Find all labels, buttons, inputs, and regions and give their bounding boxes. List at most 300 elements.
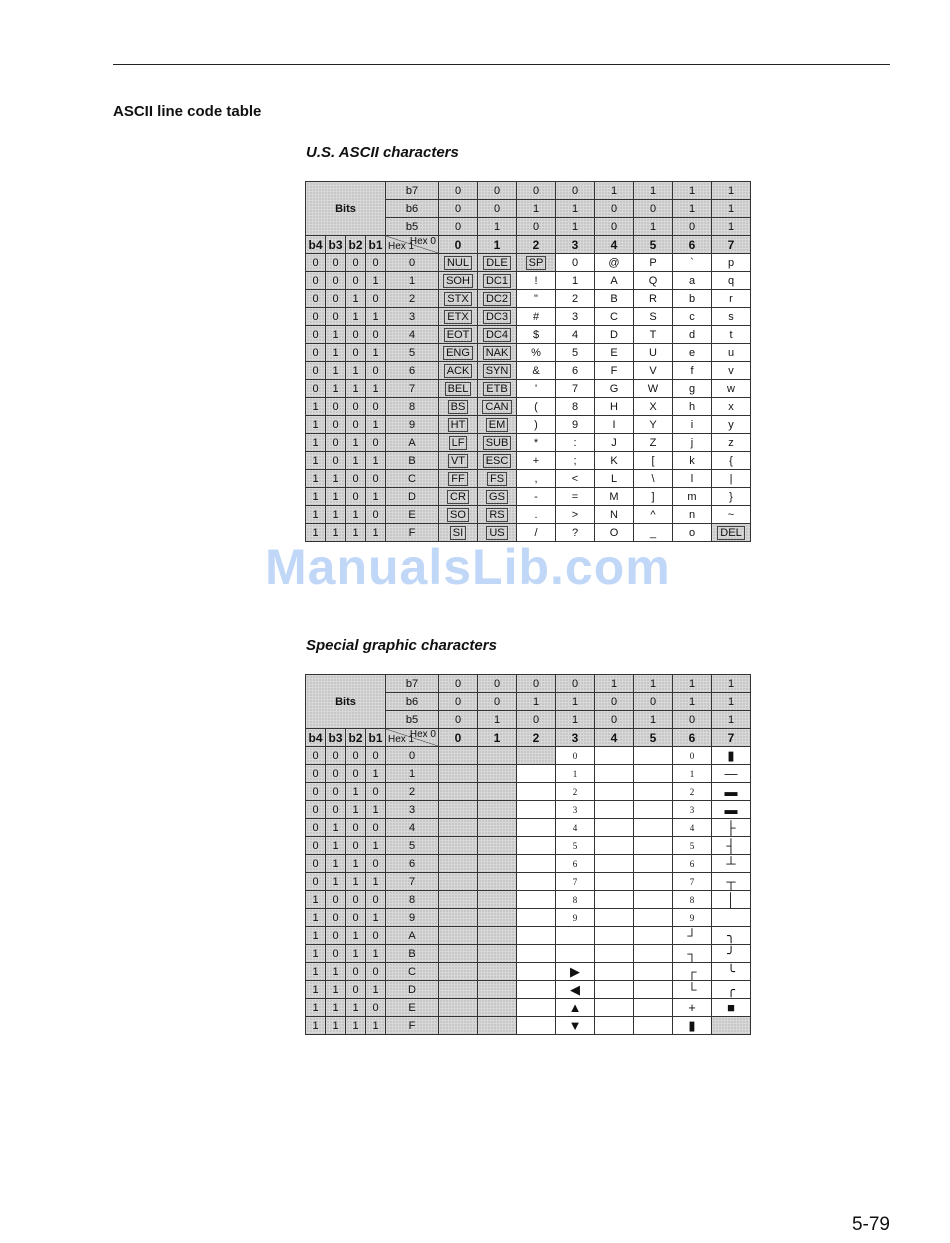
row-bit: 1 — [306, 470, 326, 488]
table-cell: ' — [517, 380, 556, 398]
table-cell — [595, 891, 634, 909]
row-bit: 1 — [346, 945, 366, 963]
code-label: CR — [447, 490, 469, 504]
code-label: SI — [450, 526, 466, 540]
row-bit: 1 — [326, 1017, 346, 1035]
table-cell: H — [595, 398, 634, 416]
bit-value: 0 — [478, 675, 517, 693]
row-bit-header-b1: b1 — [366, 729, 386, 747]
code-label: HT — [448, 418, 469, 432]
table-cell — [439, 783, 478, 801]
table-row — [306, 873, 751, 891]
table-cell — [595, 855, 634, 873]
row-bit: 1 — [306, 909, 326, 927]
bit-value: 0 — [634, 200, 673, 218]
bit-value: 1 — [478, 218, 517, 236]
table-cell: : — [556, 434, 595, 452]
row-bit: 1 — [366, 801, 386, 819]
table-cell — [439, 819, 478, 837]
row-bit-header-b2: b2 — [346, 236, 366, 254]
row-bit: 0 — [346, 747, 366, 765]
row-bit: 1 — [346, 524, 366, 542]
table-row — [306, 855, 751, 873]
row-bit: 1 — [366, 416, 386, 434]
special-graphics-table-body — [306, 675, 751, 1035]
hex-corner-cell — [386, 729, 439, 747]
table-row — [306, 909, 751, 927]
table-row — [306, 434, 751, 452]
table-cell: b — [673, 290, 712, 308]
row-bit-header-b2: b2 — [346, 729, 366, 747]
table-cell: " — [517, 290, 556, 308]
column-header-6: 6 — [673, 729, 712, 747]
table-cell — [439, 909, 478, 927]
row-hex: C — [386, 963, 439, 981]
row-hex: E — [386, 506, 439, 524]
table-cell: ┤ — [712, 837, 751, 855]
row-bit: 0 — [346, 765, 366, 783]
hex1-label: Hex 1 — [388, 241, 415, 252]
row-bit-header-b4: b4 — [306, 729, 326, 747]
table-cell — [595, 819, 634, 837]
table-cell: . — [517, 506, 556, 524]
table-cell: N — [595, 506, 634, 524]
table-cell: k — [673, 452, 712, 470]
table-cell: ├ — [712, 819, 751, 837]
column-header-3: 3 — [556, 729, 595, 747]
hex0-label: Hex 0 — [409, 236, 436, 247]
row-bit: 0 — [306, 837, 326, 855]
row-bit: 0 — [306, 783, 326, 801]
table-cell — [556, 945, 595, 963]
table-cell — [517, 765, 556, 783]
row-bit: 0 — [366, 927, 386, 945]
row-bit: 0 — [346, 891, 366, 909]
table-cell — [478, 783, 517, 801]
bit-value: 0 — [439, 711, 478, 729]
bit-value: 1 — [595, 675, 634, 693]
table-cell: 0 — [556, 747, 595, 765]
table-cell — [634, 747, 673, 765]
code-label: ETX — [444, 310, 471, 324]
row-bit: 1 — [346, 927, 366, 945]
bit-value: 0 — [595, 693, 634, 711]
table-cell — [634, 783, 673, 801]
row-bit: 0 — [306, 855, 326, 873]
table-cell — [517, 945, 556, 963]
bit-value: 0 — [634, 693, 673, 711]
table-cell: 2 — [556, 783, 595, 801]
table-cell: t — [712, 326, 751, 344]
row-bit: 0 — [366, 290, 386, 308]
row-bit: 1 — [306, 524, 326, 542]
row-hex: C — [386, 470, 439, 488]
row-bit: 0 — [326, 747, 346, 765]
row-bit: 0 — [306, 272, 326, 290]
column-header-4: 4 — [595, 729, 634, 747]
table-row — [306, 398, 751, 416]
table-cell — [439, 963, 478, 981]
table-row — [306, 783, 751, 801]
table-cell — [712, 524, 751, 542]
table-cell — [478, 362, 517, 380]
table-cell: ▮ — [673, 1017, 712, 1035]
table-cell: v — [712, 362, 751, 380]
table-cell: ( — [517, 398, 556, 416]
row-hex: D — [386, 488, 439, 506]
table-cell — [712, 1017, 751, 1035]
row-bit: 0 — [306, 326, 326, 344]
row-bit: 0 — [326, 398, 346, 416]
table-cell — [517, 819, 556, 837]
code-label: ESC — [483, 454, 512, 468]
table-cell: F — [595, 362, 634, 380]
table-cell: K — [595, 452, 634, 470]
row-bit: 0 — [326, 254, 346, 272]
row-bit: 0 — [366, 855, 386, 873]
table-row — [306, 416, 751, 434]
table-row — [306, 506, 751, 524]
row-bit: 0 — [346, 326, 366, 344]
table-cell — [439, 801, 478, 819]
table-cell: Z — [634, 434, 673, 452]
row-bit: 0 — [326, 801, 346, 819]
table-cell: M — [595, 488, 634, 506]
table-cell: $ — [517, 326, 556, 344]
table2-caption: Special graphic characters — [306, 637, 497, 654]
table-cell: 6 — [556, 362, 595, 380]
table-cell: 4 — [673, 819, 712, 837]
row-bit: 0 — [326, 765, 346, 783]
row-bit: 0 — [326, 452, 346, 470]
table-cell — [517, 747, 556, 765]
bit-value: 1 — [712, 711, 751, 729]
code-label: LF — [449, 436, 468, 450]
table-cell: ^ — [634, 506, 673, 524]
table-cell: > — [556, 506, 595, 524]
table-cell: n — [673, 506, 712, 524]
table-cell — [478, 434, 517, 452]
table-cell: A — [595, 272, 634, 290]
bit-value: 1 — [634, 675, 673, 693]
table-cell: U — [634, 344, 673, 362]
row-bit: 1 — [326, 362, 346, 380]
bit-value: 0 — [556, 675, 595, 693]
table-cell: R — [634, 290, 673, 308]
table-cell: J — [595, 434, 634, 452]
table-cell — [478, 470, 517, 488]
bit-value: 0 — [478, 693, 517, 711]
table-cell — [478, 981, 517, 999]
column-header-7: 7 — [712, 236, 751, 254]
row-hex: F — [386, 1017, 439, 1035]
bit-value: 1 — [478, 711, 517, 729]
table-cell: ◀ — [556, 981, 595, 999]
table-cell: < — [556, 470, 595, 488]
row-bit: 0 — [366, 999, 386, 1017]
table-cell — [517, 927, 556, 945]
row-bit: 1 — [346, 380, 366, 398]
row-hex: 3 — [386, 801, 439, 819]
table-cell — [439, 308, 478, 326]
table-cell: ┐ — [673, 945, 712, 963]
table-cell — [439, 873, 478, 891]
row-bit: 1 — [366, 308, 386, 326]
code-label: VT — [448, 454, 468, 468]
table-cell — [439, 488, 478, 506]
table-cell — [634, 855, 673, 873]
table-cell: └ — [673, 981, 712, 999]
bit-value: 1 — [712, 218, 751, 236]
table-cell — [478, 999, 517, 1017]
table-cell: e — [673, 344, 712, 362]
table-cell: w — [712, 380, 751, 398]
ascii-table-body — [306, 182, 751, 542]
table-cell — [478, 344, 517, 362]
row-bit: 1 — [306, 891, 326, 909]
table-cell — [439, 506, 478, 524]
table-cell — [478, 873, 517, 891]
bit-value: 0 — [439, 200, 478, 218]
row-bit: 0 — [366, 254, 386, 272]
top-rule — [113, 64, 890, 65]
row-bit-header-b1: b1 — [366, 236, 386, 254]
row-bit: 1 — [306, 488, 326, 506]
table-cell: 9 — [556, 416, 595, 434]
row-bit: 0 — [346, 488, 366, 506]
table-cell — [595, 945, 634, 963]
bit-value: 1 — [634, 218, 673, 236]
row-bit: 0 — [326, 909, 346, 927]
bit-label-b5: b5 — [386, 711, 439, 729]
bit-value: 1 — [712, 182, 751, 200]
row-hex: E — [386, 999, 439, 1017]
table-cell: c — [673, 308, 712, 326]
table-cell: / — [517, 524, 556, 542]
table-cell — [517, 254, 556, 272]
column-header-5: 5 — [634, 236, 673, 254]
table-cell: ▼ — [556, 1017, 595, 1035]
table-cell — [439, 945, 478, 963]
table-cell — [712, 909, 751, 927]
row-bit: 1 — [346, 434, 366, 452]
table-cell — [478, 963, 517, 981]
row-bit: 0 — [346, 909, 366, 927]
row-hex: 4 — [386, 819, 439, 837]
table-cell — [517, 855, 556, 873]
bit-value: 0 — [439, 693, 478, 711]
table-cell: ] — [634, 488, 673, 506]
table-cell — [595, 963, 634, 981]
table-cell: l — [673, 470, 712, 488]
table-cell — [478, 1017, 517, 1035]
table-cell — [439, 999, 478, 1017]
table-cell: W — [634, 380, 673, 398]
table-row — [306, 344, 751, 362]
row-bit: 1 — [366, 272, 386, 290]
column-header-2: 2 — [517, 236, 556, 254]
bit-value: 1 — [595, 182, 634, 200]
table-cell — [634, 909, 673, 927]
bit-value: 0 — [556, 182, 595, 200]
table-cell — [595, 909, 634, 927]
bit-value: 0 — [439, 675, 478, 693]
table-cell — [439, 362, 478, 380]
table-cell: ` — [673, 254, 712, 272]
row-bit: 0 — [306, 765, 326, 783]
row-bit: 0 — [326, 434, 346, 452]
row-bit: 0 — [306, 254, 326, 272]
code-label: DC1 — [483, 274, 511, 288]
bit-value: 1 — [634, 711, 673, 729]
row-bit: 0 — [306, 819, 326, 837]
table-row — [306, 891, 751, 909]
table-cell — [439, 326, 478, 344]
table-cell: i — [673, 416, 712, 434]
table-cell: 8 — [556, 398, 595, 416]
table-cell — [478, 254, 517, 272]
table-cell — [439, 452, 478, 470]
bit-value: 1 — [673, 675, 712, 693]
table-cell — [478, 416, 517, 434]
bit-value: 0 — [673, 218, 712, 236]
table-cell: ╯ — [712, 945, 751, 963]
table-row — [306, 488, 751, 506]
row-bit: 0 — [306, 801, 326, 819]
table-row — [306, 945, 751, 963]
table-cell: ▬ — [712, 783, 751, 801]
table-cell — [634, 963, 673, 981]
table-row — [306, 819, 751, 837]
table-cell — [439, 398, 478, 416]
row-bit: 1 — [326, 470, 346, 488]
table-cell — [595, 801, 634, 819]
table-cell — [439, 470, 478, 488]
column-header-0: 0 — [439, 729, 478, 747]
row-hex: A — [386, 927, 439, 945]
row-bit: 1 — [346, 873, 366, 891]
table-cell — [439, 416, 478, 434]
row-bit: 0 — [366, 747, 386, 765]
hex-corner-cell — [386, 236, 439, 254]
table-cell: x — [712, 398, 751, 416]
table-cell — [478, 272, 517, 290]
code-label: NUL — [444, 256, 472, 270]
row-bit: 1 — [306, 963, 326, 981]
table-cell: ┘ — [673, 927, 712, 945]
row-hex: 0 — [386, 747, 439, 765]
table-cell — [478, 765, 517, 783]
table-row — [306, 837, 751, 855]
hex1-label: Hex 1 — [388, 734, 415, 745]
bits-label: Bits — [306, 182, 386, 236]
table-cell: 6 — [556, 855, 595, 873]
table-cell — [595, 765, 634, 783]
hex0-label: Hex 0 — [409, 729, 436, 740]
row-bit: 1 — [326, 488, 346, 506]
table-cell: , — [517, 470, 556, 488]
row-bit: 1 — [366, 981, 386, 999]
row-hex: D — [386, 981, 439, 999]
row-bit: 1 — [326, 837, 346, 855]
row-bit: 0 — [346, 272, 366, 290]
table-cell: o — [673, 524, 712, 542]
table-cell: * — [517, 434, 556, 452]
code-label: ETB — [483, 382, 510, 396]
table-cell — [634, 837, 673, 855]
table-cell: _ — [634, 524, 673, 542]
table-cell — [439, 891, 478, 909]
bit-value: 0 — [517, 711, 556, 729]
row-bit: 1 — [346, 801, 366, 819]
table-cell: ▲ — [556, 999, 595, 1017]
table-cell: 7 — [673, 873, 712, 891]
table-cell — [517, 963, 556, 981]
bit-label-b6: b6 — [386, 693, 439, 711]
row-bit: 0 — [366, 434, 386, 452]
bit-header-row-b7 — [306, 675, 751, 693]
table-cell — [478, 819, 517, 837]
table-row — [306, 290, 751, 308]
special-graphics-table — [305, 674, 751, 1035]
table-cell: ) — [517, 416, 556, 434]
bit-value: 1 — [673, 200, 712, 218]
table-cell — [478, 837, 517, 855]
table-cell — [439, 272, 478, 290]
bit-value: 0 — [478, 182, 517, 200]
table-cell — [634, 891, 673, 909]
table-cell: a — [673, 272, 712, 290]
row-bit: 0 — [366, 783, 386, 801]
row-bit: 1 — [366, 1017, 386, 1035]
row-bit: 1 — [366, 344, 386, 362]
bit-value: 0 — [478, 200, 517, 218]
row-bit: 1 — [306, 927, 326, 945]
table-cell: } — [712, 488, 751, 506]
table-cell — [478, 290, 517, 308]
table-cell: + — [673, 999, 712, 1017]
table-cell: ! — [517, 272, 556, 290]
table-cell: | — [712, 470, 751, 488]
table-cell: 7 — [556, 380, 595, 398]
table-cell: 5 — [673, 837, 712, 855]
table-cell: d — [673, 326, 712, 344]
table-cell — [439, 254, 478, 272]
table-row — [306, 1017, 751, 1035]
table-cell — [634, 927, 673, 945]
table-cell: X — [634, 398, 673, 416]
row-bit: 0 — [366, 891, 386, 909]
row-bit: 0 — [366, 398, 386, 416]
code-label: SYN — [483, 364, 512, 378]
code-label: NAK — [483, 346, 512, 360]
table-row — [306, 981, 751, 999]
row-bit: 1 — [366, 873, 386, 891]
row-bit: 1 — [346, 290, 366, 308]
row-hex: 1 — [386, 765, 439, 783]
bit-value: 0 — [595, 200, 634, 218]
table-cell: + — [517, 452, 556, 470]
column-header-6: 6 — [673, 236, 712, 254]
bit-value: 0 — [517, 675, 556, 693]
table-cell — [595, 999, 634, 1017]
code-label: SO — [447, 508, 469, 522]
table-cell: 3 — [673, 801, 712, 819]
table-cell: 5 — [556, 837, 595, 855]
row-bit: 1 — [346, 855, 366, 873]
row-bit: 0 — [366, 470, 386, 488]
table-cell: 1 — [673, 765, 712, 783]
